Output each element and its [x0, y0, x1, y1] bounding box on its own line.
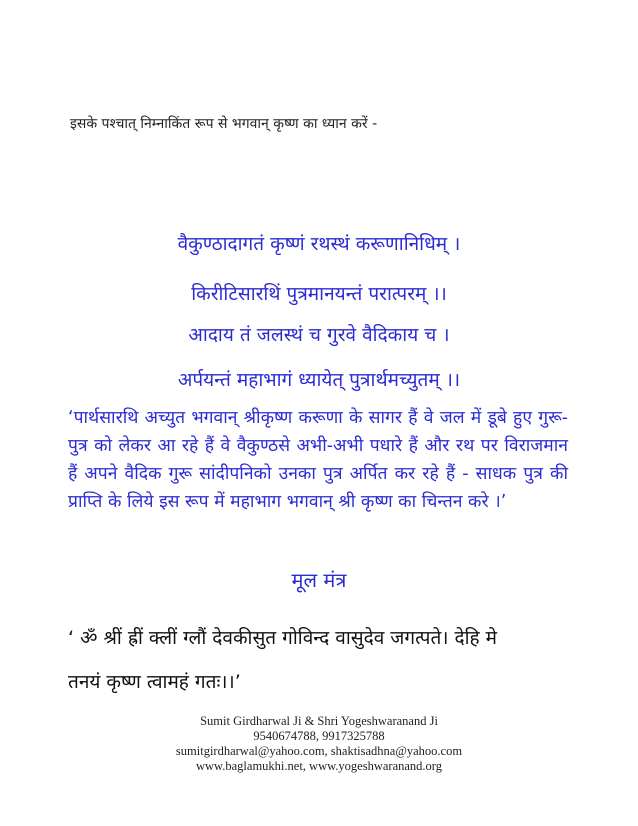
footer-emails: sumitgirdharwal@yahoo.com, shaktisadhna@yahoo.com [175, 744, 463, 758]
footer-websites: www.baglamukhi.net, www.yogeshwaranand.org [195, 759, 442, 773]
footer-contact [0, 714, 638, 774]
intro-text: इसके पश्चात् निम्नाकिंत रूप से भगवान् कृष्ण का ध्यान करें - [70, 116, 378, 132]
shloka-line-2: किरीटिसारथिं पुत्रमानयन्तं परात्परम् ।। [191, 283, 447, 305]
shloka-line-3: आदाय तं जलस्थं च गुरवे वैदिकाय च । [188, 324, 450, 346]
footer-phones: 9540674788, 9917325788 [253, 729, 385, 743]
footer-authors: Sumit Girdharwal Ji & Shri Yogeshwaranand Ji [200, 714, 438, 728]
mantra-line-1: ‘ ॐ श्रीं ह्रीं क्लीं ग्लौं देवकीसुत गोविन्द वासुदेव जगत्पते। देहि मे [68, 627, 498, 649]
shloka-meaning [68, 404, 568, 516]
shloka-line-4: अर्पयन्तं महाभागं ध्यायेत् पुत्रार्थमच्युतम् ।। [177, 369, 461, 391]
mantra-line-2: तनयं कृष्ण त्वामहं गतः।।’ [68, 671, 241, 693]
section-title-mool-mantra: मूल मंत्र [291, 568, 347, 592]
shloka-line-1: वैकुण्ठादागतं कृष्णं रथस्थं करूणानिधिम् । [177, 233, 461, 255]
meaning-paragraph: ‘पार्थसारथि अच्युत भगवान् श्रीकृष्ण करूणा के सागर हैं वे जल में डूबे हुए गुरू-पुत्र को लेकर आ रहे हैं वे वैकुण्ठसे अभी-अभी पधारे हैं और रथ पर विराजमान हैं अपने वैदिक गुरू सांदीपनिको उनका पुत्र अर्पित कर रहे हैं - साधक पुत्र की प्राप्ति के लिये इस रूप में महाभाग भगवान् श्री कृष्ण का चिन्तन करे ।’ [68, 408, 568, 512]
